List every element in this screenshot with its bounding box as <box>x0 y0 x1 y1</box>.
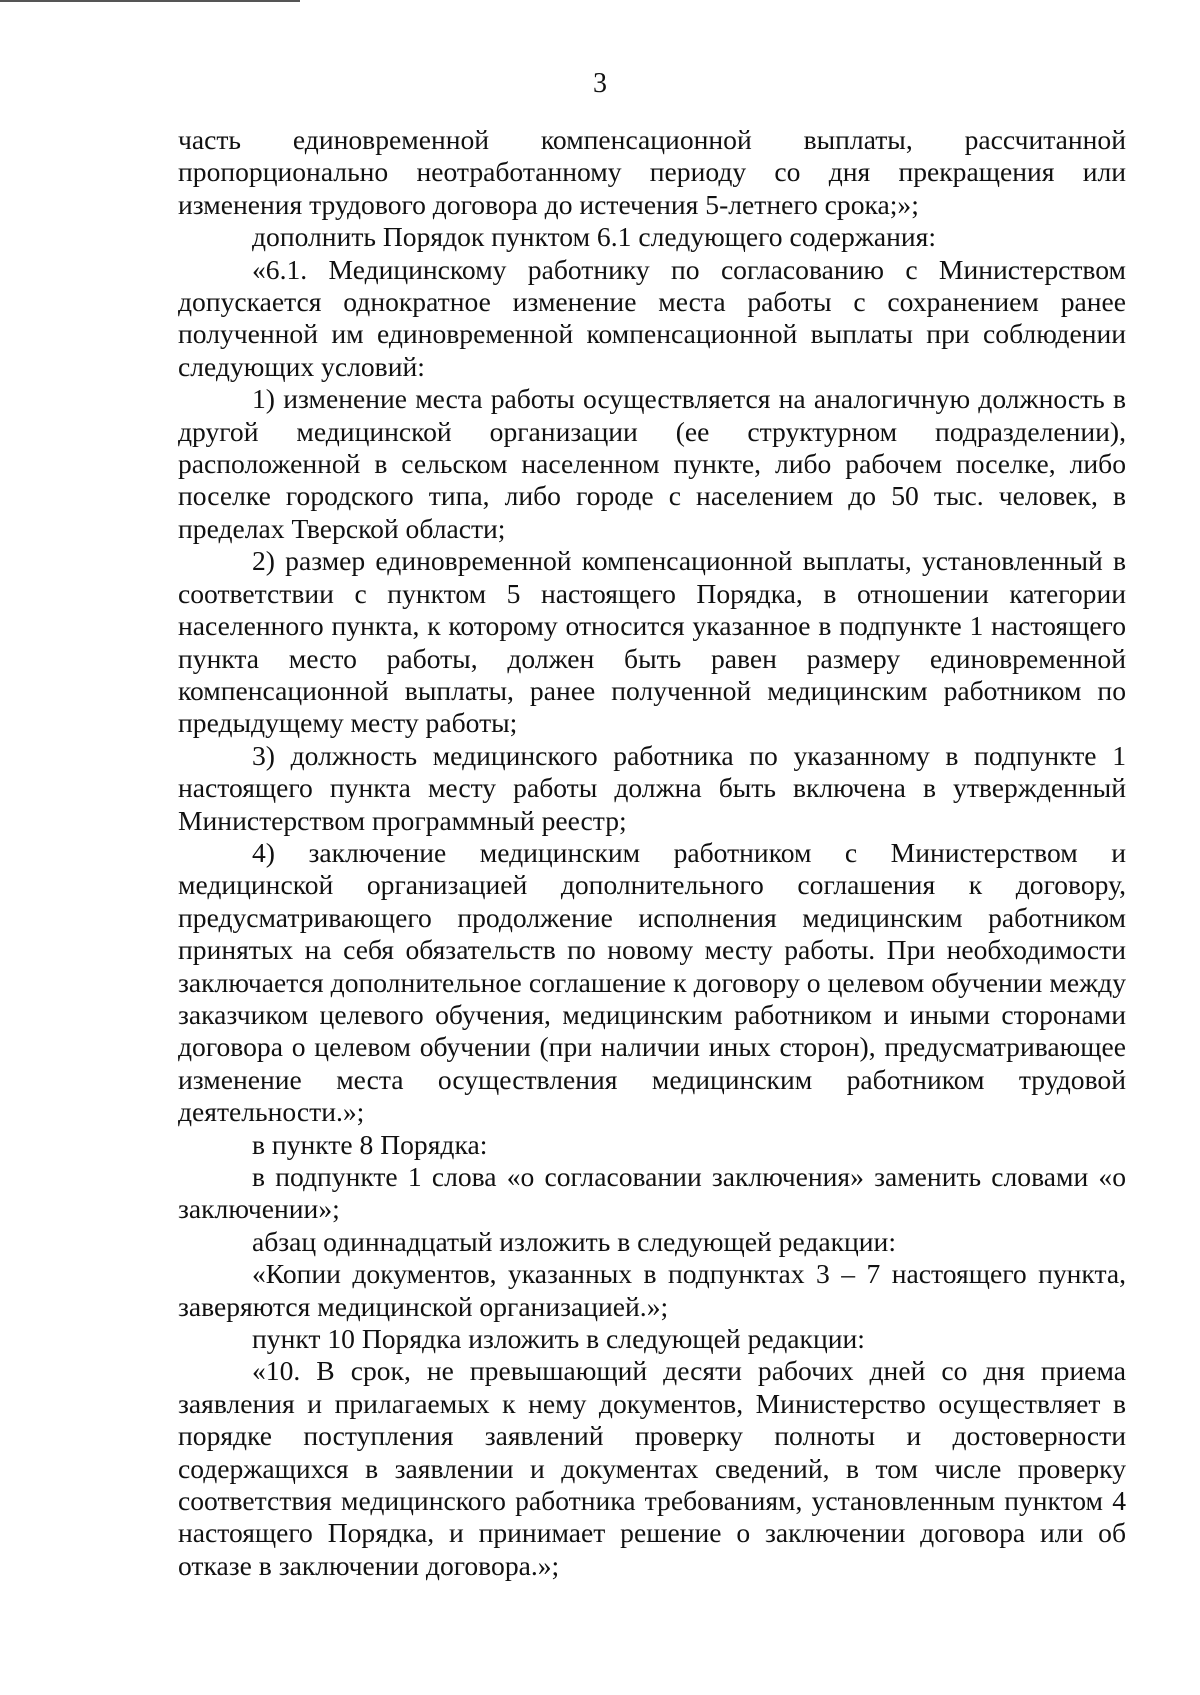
document-body <box>178 124 1126 1582</box>
paragraph-5: 2) размер единовременной компенсационной выплаты, установленный в соответствии с пунктом 5 настоящего Порядка, в отношении категории населенного пункта, к которому относится указанное в подпункте 1 настоящего пункта место работы, должен быть равен размеру единовременной компенсационной выплаты, ранее полученной медицинским работником по предыдущему месту работы; <box>178 545 1126 739</box>
paragraph-4: 1) изменение места работы осуществляется на аналогичную должность в другой медицинской организации (ее структурном подразделении), расположенной в сельском населенном пункте, либо рабочем поселке, либо поселке городского типа, либо городе с населением до 50 тыс. человек, в пределах Тверской области; <box>178 383 1126 544</box>
paragraph-10: абзац одиннадцатый изложить в следующей редакции: <box>252 1225 896 1257</box>
page-number: 3 <box>593 68 607 99</box>
paragraph-8: в пункте 8 Порядка: <box>252 1128 488 1160</box>
paragraph-12: пункт 10 Порядка изложить в следующей редакции: <box>252 1323 865 1355</box>
paragraph-6: 3) должность медицинского работника по указанному в подпункте 1 настоящего пункта месту работы должна быть включена в утвержденный Министерством программный реестр; <box>178 739 1126 836</box>
paragraph-2: дополнить Порядок пунктом 6.1 следующего содержания: <box>252 221 937 253</box>
paragraph-7: 4) заключение медицинским работником с Министерством и медицинской организацией дополнительного соглашения к договору, предусматривающего продолжение исполнения медицинским работником принятых на себя обязательств по новому месту работы. При необходимости заключается дополнительное соглашение к договору о целевом обучении между заказчиком целевого обучения, медицинским работником и иными сторонами договора о целевом обучении (при наличии иных сторон), предусматривающее изменение места осуществления медицинским работником трудовой деятельности.»; <box>178 836 1126 1128</box>
top-rule <box>0 0 300 2</box>
paragraph-13: «10. В срок, не превышающий десяти рабочих дней со дня приема заявления и прилагаемых к нему документов, Министерство осуществляет в порядке поступления заявлений проверку полноты и достоверности содержащихся в заявлении и документах сведений, в том числе проверку соответствия медицинского работника требованиям, установленным пунктом 4 настоящего Порядка, и принимает решение о заключении договора или об отказе в заключении договора.»; <box>178 1355 1126 1581</box>
paragraph-11: «Копии документов, указанных в подпунктах 3 – 7 настоящего пункта, заверяются медицинской организацией.»; <box>178 1258 1126 1322</box>
paragraph-9: в подпункте 1 слова «о согласовании заключения» заменить словами «о заключении»; <box>178 1161 1126 1225</box>
paragraph-1: часть единовременной компенсационной выплаты, рассчитанной пропорционально неотработанному периоду со дня прекращения или изменения трудового договора до истечения 5-летнего срока;»; <box>178 124 1126 220</box>
paragraph-3: «6.1. Медицинскому работнику по согласованию с Министерством допускается однократное изменение места работы с сохранением ранее полученной им единовременной компенсационной выплаты при соблюдении следующих условий: <box>178 253 1126 382</box>
